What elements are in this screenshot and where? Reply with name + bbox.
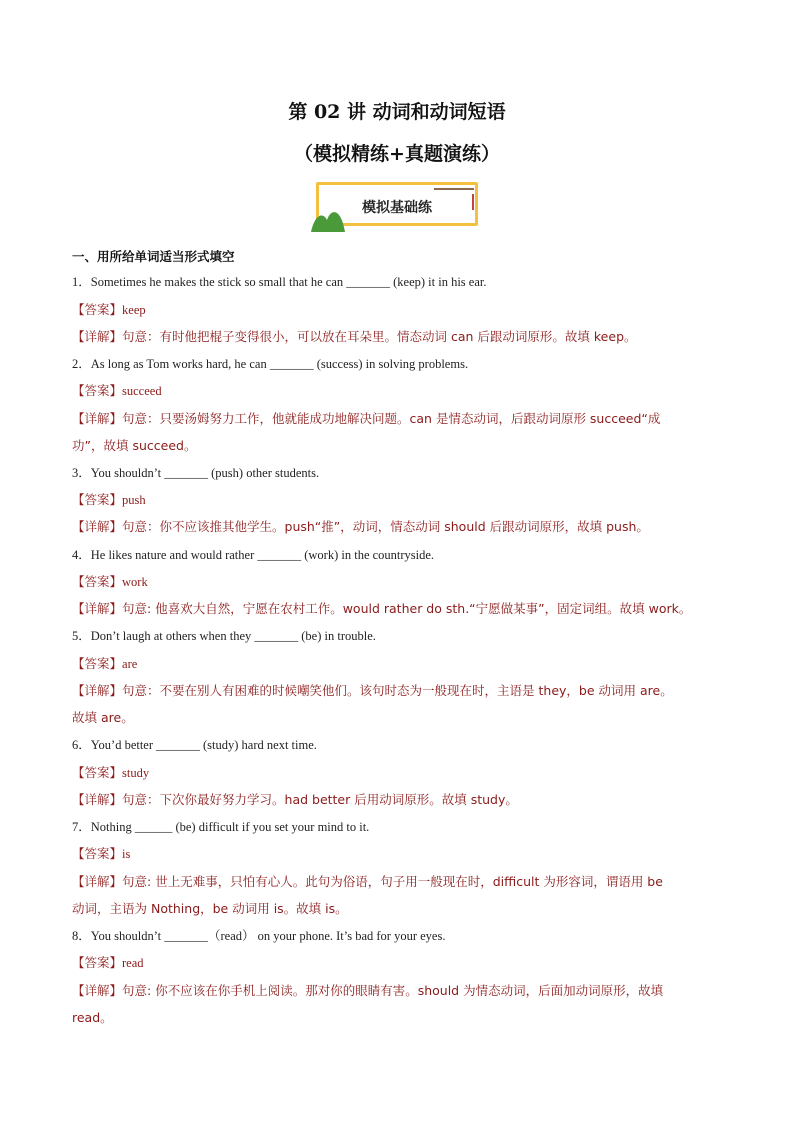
detail-3 — [72, 518, 649, 536]
question-8: 8．You shouldn’t _______（read） on your phone. It’s bad for your eyes. — [72, 929, 446, 943]
page-title: 第 02 讲 动词和动词短语 — [288, 101, 506, 123]
answer-tag: 【答案】 — [72, 492, 123, 507]
section-heading: 一、用所给单词适当形式填空 — [72, 249, 235, 264]
detail-2 — [72, 410, 660, 428]
detail-tag: 【详解】 — [72, 601, 123, 616]
badge-decor-line — [434, 188, 474, 190]
answer-value: are — [122, 657, 138, 671]
detail-6 — [72, 791, 518, 809]
answer-tag: 【答案】 — [72, 383, 123, 398]
detail-tag: 【详解】 — [72, 411, 123, 426]
answer-value: read — [122, 956, 144, 970]
answer-2 — [72, 382, 162, 400]
detail-2-cont: 功”，故填 succeed。 — [72, 438, 197, 453]
detail-8-cont: read。 — [72, 1010, 113, 1025]
detail-text: 句意：只要汤姆努力工作，他就能成功地解决问题。can 是情态动词，后跟动词原形 succeed“成 — [122, 411, 661, 426]
detail-5-cont: 故填 are。 — [72, 710, 134, 725]
answer-7 — [72, 845, 130, 863]
detail-text: 句意: 你不应该在你手机上阅读。那对你的眼睛有害。should 为情态动词，后面加动词原形，故填 — [122, 983, 664, 998]
answer-value: push — [122, 493, 146, 507]
answer-6 — [72, 764, 149, 782]
detail-text: 句意：下次你最好努力学习。had better 后用动词原形。故填 study。 — [122, 792, 518, 807]
answer-8 — [72, 954, 144, 972]
detail-1 — [72, 328, 637, 346]
answer-value: is — [122, 847, 131, 861]
question-6: 6．You’d better _______ (study) hard next time. — [72, 738, 317, 752]
detail-tag: 【详解】 — [72, 874, 123, 889]
question-5: 5．Don’t laugh at others when they _______ (be) in trouble. — [72, 629, 376, 643]
answer-tag: 【答案】 — [72, 765, 123, 780]
detail-7-cont: 动词，主语为 Nothing，be 动词用 is。故填 is。 — [72, 901, 348, 916]
badge-label: 模拟基础练 — [362, 200, 432, 216]
detail-text: 句意: 他喜欢大自然，宁愿在农村工作。would rather do sth.“宁愿做某事”，固定词组。故填 work。 — [122, 601, 692, 616]
answer-tag: 【答案】 — [72, 955, 123, 970]
detail-tag: 【详解】 — [72, 683, 123, 698]
detail-4 — [72, 600, 691, 618]
answer-value: work — [122, 575, 148, 589]
answer-value: study — [122, 766, 150, 780]
detail-8 — [72, 982, 663, 1000]
detail-7 — [72, 873, 663, 891]
question-1: 1．Sometimes he makes the stick so small that he can _______ (keep) it in his ear. — [72, 275, 487, 289]
page-subtitle: （模拟精练+真题演练） — [294, 143, 500, 165]
detail-tag: 【详解】 — [72, 519, 123, 534]
detail-text: 句意：你不应该推其他学生。push“推”，动词，情态动词 should 后跟动词原形，故填 push。 — [122, 519, 649, 534]
detail-text: 句意: 世上无难事，只怕有心人。此句为俗语，句子用一般现在时，difficult 为形容词，谓语用 be — [122, 874, 663, 889]
question-3: 3．You shouldn’t _______ (push) other students. — [72, 466, 320, 480]
answer-tag: 【答案】 — [72, 656, 123, 671]
answer-value: succeed — [122, 384, 162, 398]
detail-tag: 【详解】 — [72, 329, 123, 344]
answer-tag: 【答案】 — [72, 574, 123, 589]
answer-tag: 【答案】 — [72, 302, 123, 317]
answer-5 — [72, 655, 137, 673]
detail-tag: 【详解】 — [72, 792, 123, 807]
answer-4 — [72, 573, 148, 591]
detail-text: 句意：不要在别人有困难的时候嘲笑他们。该句时态为一般现在时，主语是 they，be 动词用 are。 — [122, 683, 673, 698]
answer-value: keep — [122, 303, 146, 317]
question-4: 4．He likes nature and would rather _______ (work) in the countryside. — [72, 548, 435, 562]
question-2: 2．As long as Tom works hard, he can _______ (success) in solving problems. — [72, 357, 469, 371]
detail-tag: 【详解】 — [72, 983, 123, 998]
section-badge — [311, 182, 483, 232]
answer-1 — [72, 301, 146, 319]
answer-3 — [72, 491, 146, 509]
detail-5 — [72, 682, 673, 700]
detail-text: 句意：有时他把棍子变得很小，可以放在耳朵里。情态动词 can 后跟动词原形。故填 keep。 — [122, 329, 637, 344]
question-7: 7．Nothing ______ (be) difficult if you set your mind to it. — [72, 820, 370, 834]
answer-tag: 【答案】 — [72, 846, 123, 861]
